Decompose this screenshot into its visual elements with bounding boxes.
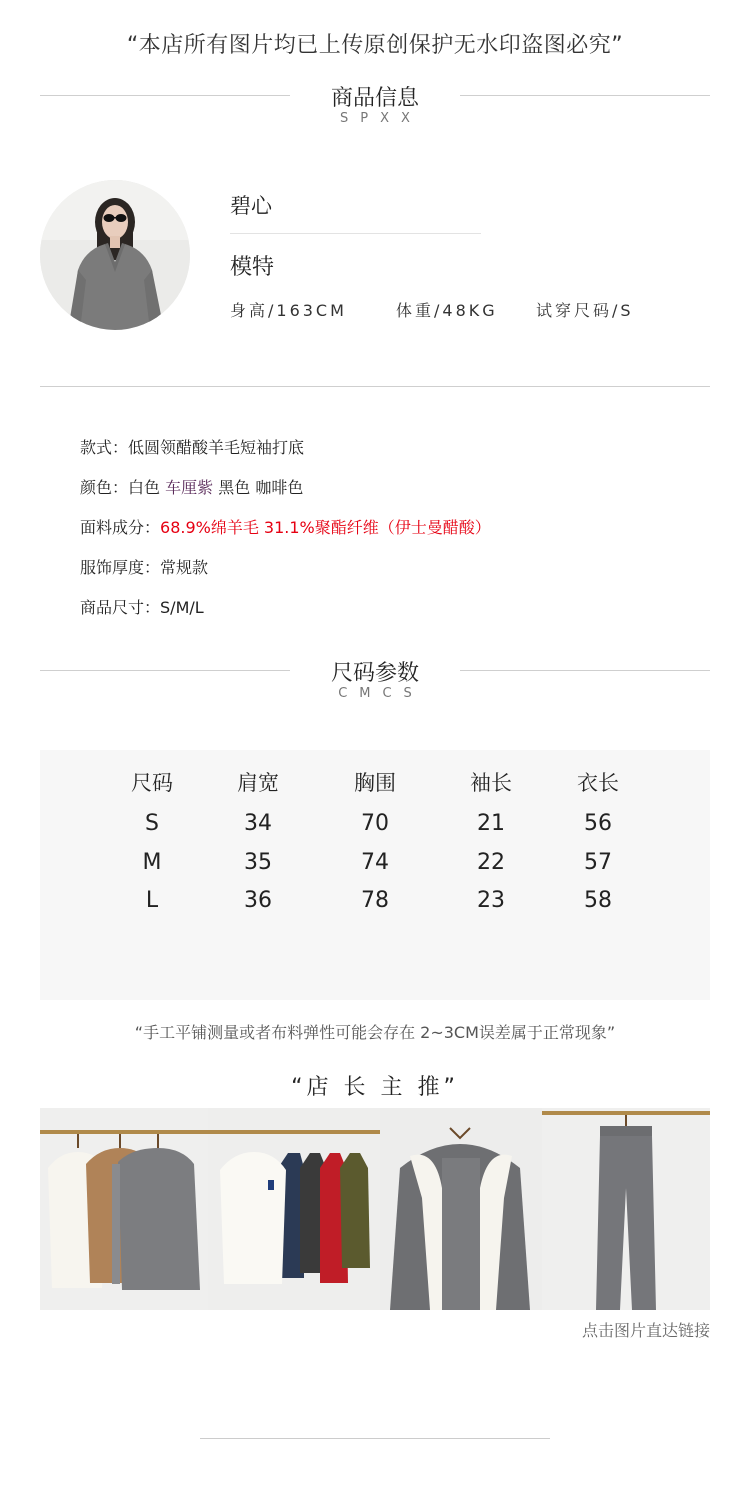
info-style-row (80, 435, 304, 458)
color-cherry-purple: 车厘紫 (165, 478, 214, 497)
model-height: 身高/163CM (230, 301, 347, 320)
table-cell: L (145, 888, 159, 913)
bottom-divider (200, 1438, 550, 1439)
product-photo-2[interactable] (208, 1108, 380, 1310)
table-cell: 58 (584, 888, 612, 913)
table-cell: S (145, 811, 159, 836)
shawl-set-illustration (380, 1108, 542, 1310)
color-white: 白色 (128, 478, 161, 497)
section-title-product: 商品信息 (330, 86, 419, 111)
info-fabric-label: 面料成分： (80, 518, 161, 537)
model-divider (230, 233, 481, 234)
size-table (40, 750, 710, 1000)
info-style-value: 低圆领醋酸羊毛短袖打底 (128, 438, 305, 457)
table-cell: 70 (361, 811, 389, 836)
info-sizes-row (80, 595, 204, 618)
info-sizes-value: S/M/L (160, 598, 204, 617)
copyright-notice: “本店所有图片均已上传原创保护无水印盗图必究” (126, 33, 624, 58)
table-cell: 56 (584, 811, 612, 836)
info-colors-label: 颜色： (80, 478, 129, 497)
info-thickness-row (80, 555, 208, 578)
info-sizes-label: 商品尺寸： (80, 598, 161, 617)
table-cell: 21 (477, 811, 505, 836)
colored-sweaters-illustration (208, 1108, 380, 1310)
model-size: 试穿尺码/S (536, 301, 634, 320)
sweaters-on-rack-illustration (40, 1108, 208, 1310)
direct-link-text[interactable]: 点击图片直达链接 (581, 1321, 710, 1340)
table-cell: 78 (361, 888, 389, 913)
model-avatar (40, 180, 190, 330)
table-cell: M (142, 850, 162, 875)
knit-pants-illustration (542, 1108, 710, 1310)
product-photo-4[interactable] (542, 1108, 710, 1310)
table-header-sleeve: 袖长 (470, 771, 512, 795)
model-weight: 体重/48KG (396, 301, 498, 320)
color-coffee: 咖啡色 (255, 478, 304, 497)
recommend-title: “店 长 主 推” (291, 1075, 459, 1100)
table-header-size: 尺码 (131, 771, 173, 795)
model-label: 模特 (230, 255, 275, 280)
info-style-label: 款式： (80, 438, 129, 457)
info-thickness-value: 常规款 (160, 558, 209, 577)
info-divider (40, 386, 710, 387)
table-cell: 35 (244, 850, 272, 875)
table-cell: 23 (477, 888, 505, 913)
info-thickness-label: 服饰厚度： (80, 558, 161, 577)
product-photo-3[interactable] (380, 1108, 542, 1310)
table-cell: 57 (584, 850, 612, 875)
table-header-length: 衣长 (577, 771, 619, 795)
table-cell: 36 (244, 888, 272, 913)
measure-note: “手工平铺测量或者布料弹性可能会存在 2~3CM误差属于正常现象” (134, 1023, 616, 1042)
color-black: 黑色 (218, 478, 251, 497)
section-title-size: 尺码参数 (330, 661, 419, 686)
info-fabric-row (80, 515, 491, 538)
info-fabric-value: 68.9%绵羊毛 31.1%聚酯纤维（伊士曼醋酸） (160, 518, 491, 537)
table-cell: 34 (244, 811, 272, 836)
model-photo-illustration (40, 180, 190, 330)
table-header-shoulder: 肩宽 (237, 771, 279, 795)
table-cell: 74 (361, 850, 389, 875)
model-brand-name: 碧心 (230, 194, 272, 218)
product-photo-1[interactable] (40, 1108, 208, 1310)
info-colors-row (80, 475, 303, 498)
section-subtitle-product: SPXX (340, 111, 422, 126)
table-header-chest: 胸围 (354, 771, 396, 795)
table-cell: 22 (477, 850, 505, 875)
section-subtitle-size: CMCS (338, 686, 424, 701)
